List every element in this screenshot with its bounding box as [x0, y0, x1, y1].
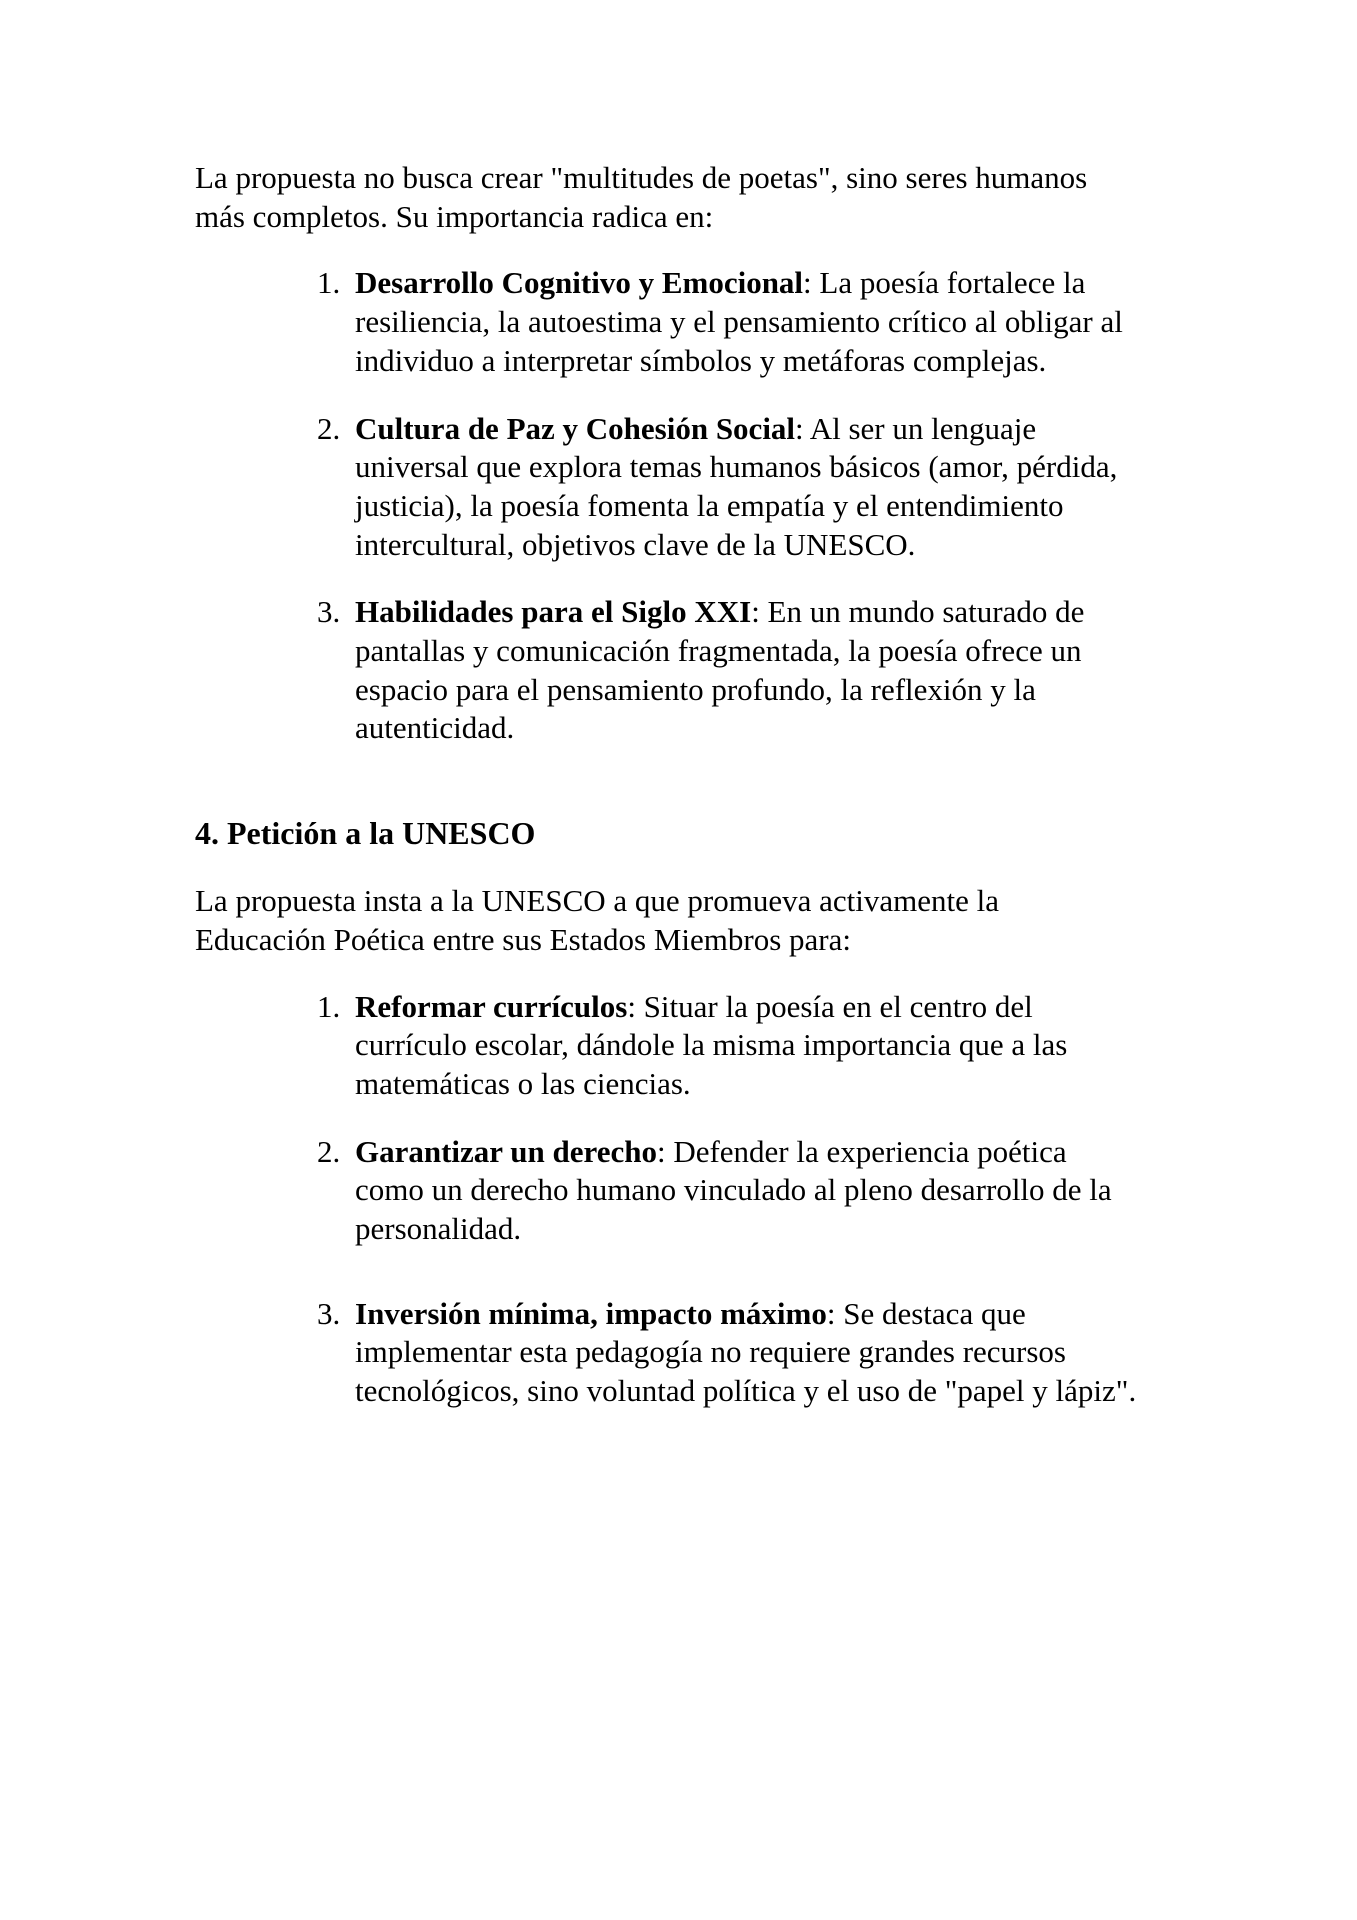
- list-item-description: : Defender la experiencia poética como un derecho humano vinculado al pleno desarrollo de la personalidad.: [355, 1133, 1112, 1247]
- list-item-term: Habilidades para el Siglo XXI: [355, 594, 752, 630]
- list-item-term: Cultura de Paz y Cohesión Social: [355, 410, 796, 446]
- list-item: [195, 988, 1207, 1104]
- list-item-text: [355, 988, 1167, 1104]
- list-item-description: : La poesía fortalece la resiliencia, la autoestima y el pensamiento crítico al obligar al individuo a interpretar símbolos y metáforas complejas.: [355, 265, 1123, 378]
- list-item-description: : Situar la poesía en el centro del currículo escolar, dándole la misma importancia que a las matemáticas o las ciencias.: [355, 988, 1068, 1101]
- list-item-description: : Al ser un lenguaje universal que explora temas humanos básicos (amor, pérdida, justicia), la poesía fomenta la empatía y el entendimiento intercultural, objetivos clave de la UNESCO.: [355, 410, 1118, 562]
- list-item: [195, 1295, 1207, 1411]
- list-item-number: 1.: [317, 265, 341, 301]
- list-item-description: : Se destaca que implementar esta pedagogía no requiere grandes recursos tecnológicos, sino voluntad política y el uso de "papel y lápiz".: [355, 1295, 1137, 1409]
- list-item-text: [355, 410, 1167, 565]
- list-item-number: 3.: [317, 594, 341, 630]
- list-item-number: 2.: [317, 1133, 341, 1169]
- list-item-description: : En un mundo saturado de pantallas y comunicación fragmentada, la poesía ofrece un espacio para el pensamiento profundo, la reflexión y la autenticidad.: [355, 594, 1085, 746]
- list-item-number: 2.: [317, 410, 341, 446]
- petition-paragraph: La propuesta insta a la UNESCO a que promueva activamente la Educación Poética entre sus Estados Miembros para:: [195, 883, 1000, 957]
- list-item: [195, 264, 1207, 380]
- section-heading: 4. Petición a la UNESCO: [195, 815, 536, 852]
- list-item: [195, 410, 1207, 565]
- list-item: [195, 1133, 1207, 1249]
- list-item-text: [355, 1133, 1167, 1249]
- list-item-text: [355, 1295, 1167, 1411]
- list-item-number: 1.: [317, 988, 341, 1024]
- petition-list: [195, 988, 1207, 1411]
- list-item-term: Desarrollo Cognitivo y Emocional: [355, 265, 804, 301]
- list-item-term: Reformar currículos: [355, 988, 628, 1024]
- list-item-term: Garantizar un derecho: [355, 1133, 657, 1169]
- list-item-term: Inversión mínima, impacto máximo: [355, 1295, 827, 1331]
- list-item: [195, 593, 1207, 748]
- list-item-text: [355, 593, 1167, 748]
- intro-paragraph: La propuesta no busca crear "multitudes de poetas", sino seres humanos más completos. Su importancia radica en:: [195, 160, 1088, 234]
- list-item-number: 3.: [317, 1295, 341, 1331]
- list-item-text: [355, 264, 1167, 380]
- importance-list: [195, 264, 1207, 748]
